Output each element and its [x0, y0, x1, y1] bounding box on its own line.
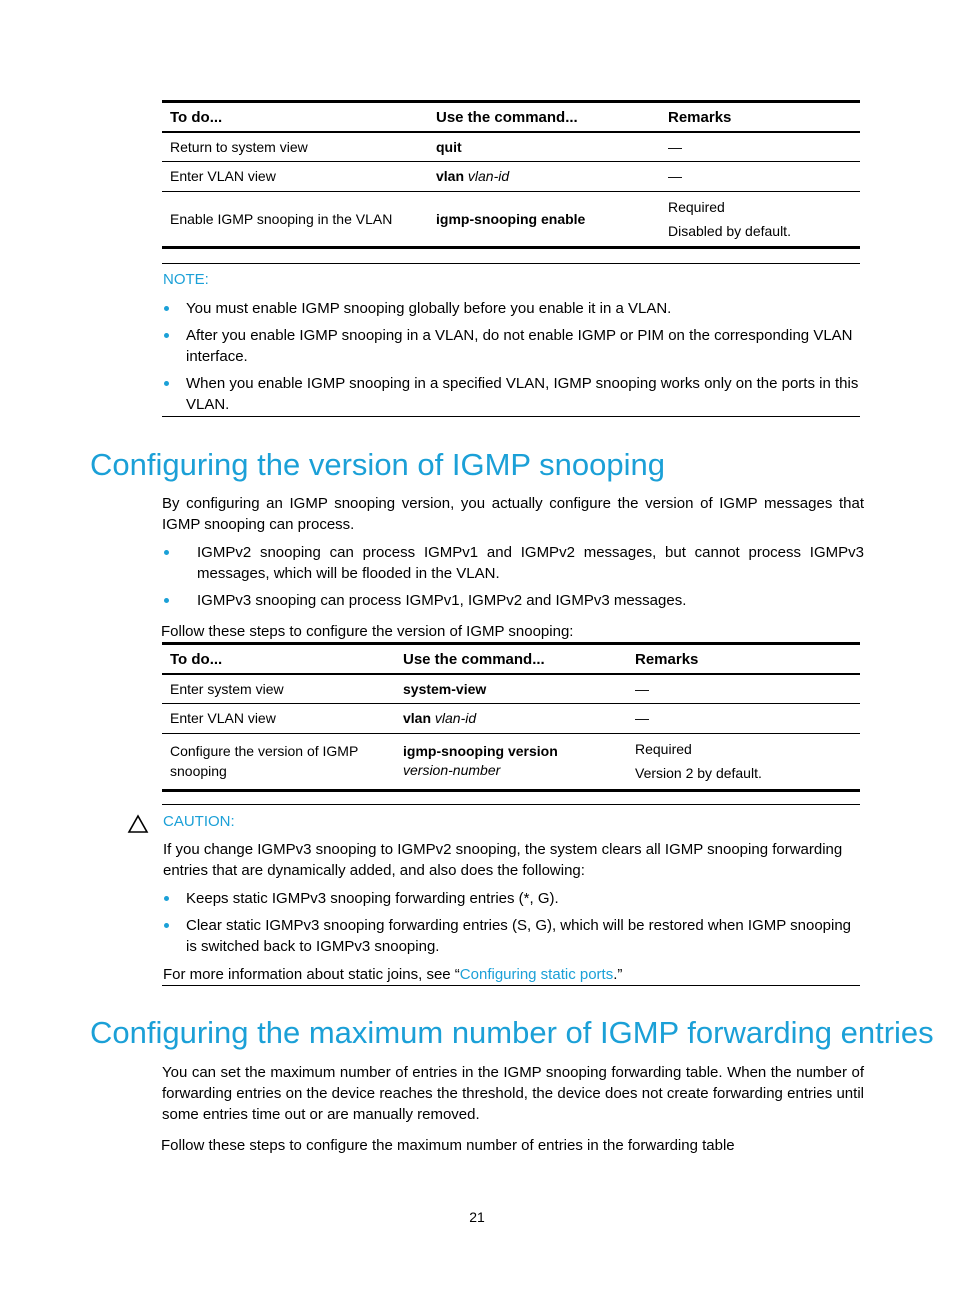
- section-intro: You can set the maximum number of entries in the IGMP snooping forwarding table. When the number of forwarding entries on the device reaches the threshold, the device does not create forwarding entries until some entries time out or are manually removed.: [162, 1064, 864, 1123]
- list-item: Clear static IGMPv3 snooping forwarding entries (S, G), which will be restored when IGMP snooping is switched back to IGMPv3 snooping.: [162, 915, 860, 957]
- table-row: [162, 703, 860, 733]
- command-keyword: system-view: [403, 680, 487, 697]
- col-header-todo: To do...: [170, 108, 223, 126]
- command-keyword: igmp-snooping enable: [436, 210, 586, 227]
- bullet-icon: [164, 550, 169, 555]
- caution-bottom-rule: [162, 985, 860, 986]
- bullet-icon: [164, 333, 169, 338]
- table-row: [162, 191, 860, 247]
- col-header-remarks: Remarks: [635, 650, 699, 668]
- remarks-cell: —: [635, 680, 649, 697]
- todo-cell: Enter VLAN view: [170, 168, 276, 184]
- table-header-row: [162, 644, 860, 675]
- remarks-line: Disabled by default.: [668, 222, 791, 239]
- todo-cell: Enter system view: [170, 680, 284, 697]
- note-label: NOTE:: [163, 271, 209, 288]
- table-row: [162, 674, 860, 703]
- todo-cell: Enter VLAN view: [170, 710, 276, 726]
- section-title-version: Configuring the version of IGMP snooping: [90, 447, 665, 482]
- table-header-row: [162, 102, 860, 133]
- remarks-line: Required: [668, 198, 725, 215]
- bullet-icon: [164, 381, 169, 386]
- command-keyword: vlan: [436, 168, 465, 184]
- command-cell: [395, 703, 627, 733]
- col-header-command: Use the command...: [436, 108, 578, 126]
- bullet-icon: [164, 598, 169, 603]
- command-table-2: [162, 642, 860, 792]
- table-row: [162, 132, 860, 161]
- list-item: IGMPv3 snooping can process IGMPv1, IGMPv2 and IGMPv3 messages.: [162, 590, 864, 611]
- command-cell: [428, 161, 660, 191]
- section-intro: By configuring an IGMP snooping version, you actually configure the version of IGMP messages that IGMP snooping can process.: [162, 495, 864, 533]
- bullet-icon: [164, 306, 169, 311]
- steps-intro: Follow these steps to configure the maximum number of entries in the forwarding table: [161, 1137, 735, 1154]
- table-row: [162, 733, 860, 790]
- bullet-icon: [164, 923, 169, 928]
- remarks-cell: [627, 733, 860, 790]
- command-cell: [428, 132, 660, 161]
- page-number: 21: [469, 1209, 485, 1225]
- todo-cell: Return to system view: [170, 138, 308, 155]
- note-list: [162, 298, 860, 421]
- col-header-todo: To do...: [170, 650, 223, 668]
- bullet-icon: [164, 896, 169, 901]
- remarks-cell: —: [668, 168, 682, 184]
- note-top-rule: [162, 263, 860, 264]
- static-ports-link[interactable]: Configuring static ports: [459, 966, 614, 983]
- caution-top-rule: [162, 804, 860, 805]
- command-cell: [428, 191, 660, 247]
- command-keyword: vlan: [403, 710, 432, 726]
- table-row: [162, 161, 860, 191]
- command-keyword: igmp-snooping version: [403, 743, 558, 759]
- remarks-cell: —: [668, 138, 682, 155]
- list-item: IGMPv2 snooping can process IGMPv1 and IGMPv2 messages, but cannot process IGMPv3 messages, which will be flooded in the VLAN.: [162, 542, 864, 584]
- command-argument: version-number: [403, 762, 501, 778]
- todo-cell: Enable IGMP snooping in the VLAN: [170, 210, 393, 227]
- remarks-cell: —: [635, 710, 649, 726]
- caution-list: [162, 888, 860, 963]
- command-table-1: [162, 100, 860, 249]
- command-cell: [395, 733, 627, 790]
- list-item: You must enable IGMP snooping globally before you enable it in a VLAN.: [162, 298, 860, 319]
- remarks-line: Required: [635, 741, 692, 757]
- list-item: Keeps static IGMPv3 snooping forwarding entries (*, G).: [162, 888, 860, 909]
- col-header-command: Use the command...: [403, 650, 545, 668]
- caution-more-info: For more information about static joins, see “Configuring static ports.”: [163, 966, 623, 983]
- todo-cell: Configure the version of IGMP snooping: [170, 743, 359, 779]
- section-title-max-entries: Configuring the maximum number of IGMP forwarding entries: [90, 1015, 934, 1050]
- note-bottom-rule: [162, 416, 860, 417]
- command-argument: vlan-id: [467, 168, 510, 184]
- remarks-cell: [660, 191, 860, 247]
- caution-label: CAUTION:: [163, 813, 235, 830]
- command-keyword: quit: [436, 138, 462, 155]
- warning-icon: [127, 814, 149, 834]
- list-item: When you enable IGMP snooping in a specified VLAN, IGMP snooping works only on the ports in this VLAN.: [162, 373, 860, 415]
- remarks-line: Version 2 by default.: [635, 765, 762, 781]
- caution-text: If you change IGMPv3 snooping to IGMPv2 snooping, the system clears all IGMP snooping forwarding entries that are dynamically added, and also does the following:: [163, 841, 843, 879]
- command-cell: [395, 674, 627, 703]
- col-header-remarks: Remarks: [668, 108, 732, 126]
- command-argument: vlan-id: [434, 710, 477, 726]
- list-item: After you enable IGMP snooping in a VLAN, do not enable IGMP or PIM on the corresponding VLAN interface.: [162, 325, 860, 367]
- steps-intro: Follow these steps to configure the version of IGMP snooping:: [161, 623, 574, 640]
- version-bullet-list: [162, 542, 864, 617]
